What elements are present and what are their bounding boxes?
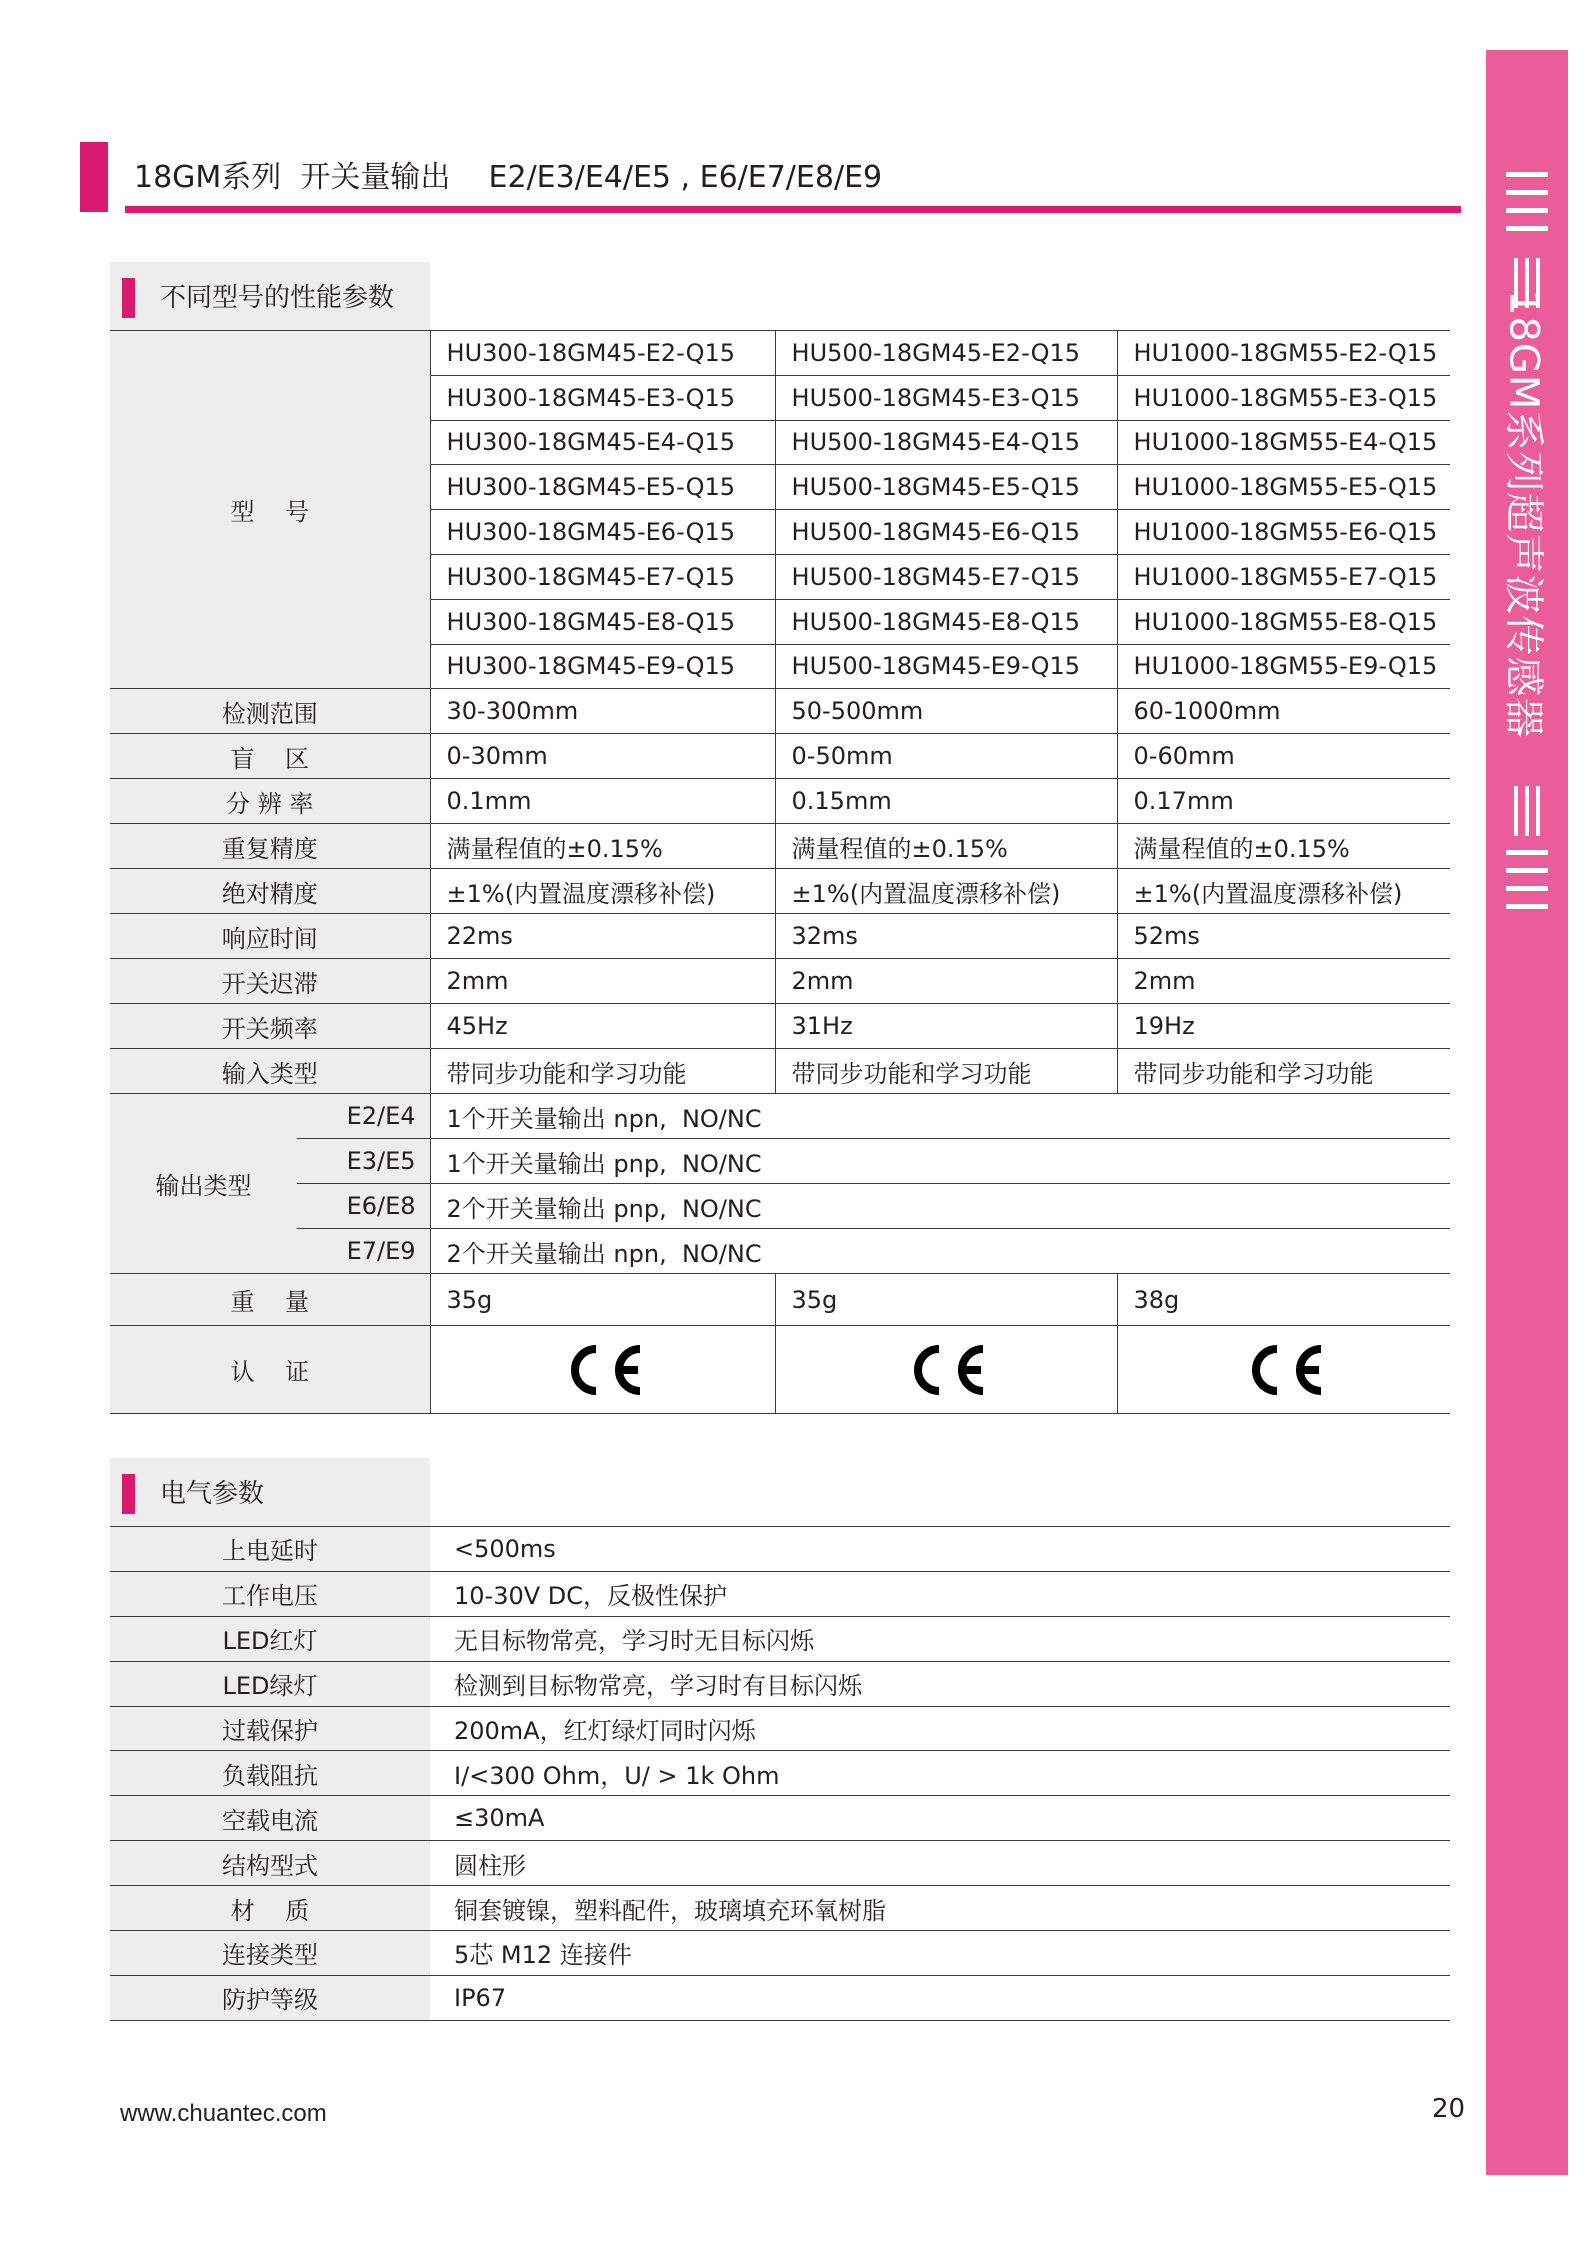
ce-mark-icon: [901, 1339, 991, 1401]
value-cell: 0-50mm: [775, 734, 1117, 779]
value-cell: 2mm: [775, 959, 1117, 1004]
row-label-input-type: 输入类型: [110, 1049, 430, 1094]
value-cell: 带同步功能和学习功能: [1117, 1049, 1450, 1094]
elec-label: LED绿灯: [110, 1661, 430, 1706]
model-cell: HU500-18GM45-E8-Q15: [775, 599, 1117, 644]
model-cell: HU1000-18GM55-E3-Q15: [1117, 375, 1450, 420]
value-cell: ±1%(内置温度漂移补偿): [430, 869, 775, 914]
value-cell: 0-30mm: [430, 734, 775, 779]
row-label-certification: 认 证: [110, 1326, 430, 1414]
model-cell: HU500-18GM45-E6-Q15: [775, 510, 1117, 555]
row-label-repeatability: 重复精度: [110, 824, 430, 869]
elec-label: 工作电压: [110, 1571, 430, 1616]
elec-value: 5芯 M12 连接件: [430, 1931, 1450, 1976]
elec-value: 10-30V DC，反极性保护: [430, 1571, 1450, 1616]
row-label-response-time: 响应时间: [110, 914, 430, 959]
value-cell: 满量程值的±0.15%: [775, 824, 1117, 869]
certification-cell: [1117, 1326, 1450, 1414]
footer-url[interactable]: www.chuantec.com: [120, 2100, 327, 2127]
model-cell: HU300-18GM45-E4-Q15: [430, 420, 775, 465]
performance-table: [110, 330, 1450, 1414]
performance-heading: [110, 262, 430, 330]
elec-label: 材 质: [110, 1886, 430, 1931]
model-cell: HU300-18GM45-E6-Q15: [430, 510, 775, 555]
elec-label: 空载电流: [110, 1796, 430, 1841]
elec-label: 上电延时: [110, 1527, 430, 1572]
performance-heading-text: 不同型号的性能参数: [160, 283, 395, 313]
electrical-heading: [110, 1458, 430, 1526]
row-label-hysteresis: 开关迟滞: [110, 959, 430, 1004]
elec-value: IP67: [430, 1975, 1450, 2020]
ce-mark-icon: [558, 1339, 648, 1401]
value-cell: 带同步功能和学习功能: [775, 1049, 1117, 1094]
output-value: 1个开关量输出 pnp, NO/NC: [430, 1139, 1450, 1184]
row-label-weight: 重 量: [110, 1274, 430, 1326]
output-code: E3/E5: [297, 1139, 430, 1184]
elec-label: 结构型式: [110, 1841, 430, 1886]
value-cell: 满量程值的±0.15%: [1117, 824, 1450, 869]
model-cell: HU500-18GM45-E5-Q15: [775, 465, 1117, 510]
row-label-switch-frequency: 开关频率: [110, 1004, 430, 1049]
model-cell: HU500-18GM45-E3-Q15: [775, 375, 1117, 420]
model-cell: HU300-18GM45-E7-Q15: [430, 554, 775, 599]
elec-value: 铜套镀镍，塑料配件，玻璃填充环氧树脂: [430, 1886, 1450, 1931]
weight-cell: 35g: [775, 1274, 1117, 1326]
elec-label: 过载保护: [110, 1706, 430, 1751]
row-label-resolution: 分 辨 率: [110, 779, 430, 824]
value-cell: 50-500mm: [775, 689, 1117, 734]
value-cell: 满量程值的±0.15%: [430, 824, 775, 869]
output-value: 1个开关量输出 npn, NO/NC: [430, 1094, 1450, 1139]
row-label-detection-range: 检测范围: [110, 689, 430, 734]
value-cell: 30-300mm: [430, 689, 775, 734]
page-number: 20: [1432, 2094, 1466, 2124]
row-label-accuracy: 绝对精度: [110, 869, 430, 914]
elec-value: I/<300 Ohm，U/ > 1k Ohm: [430, 1751, 1450, 1796]
model-cell: HU1000-18GM55-E7-Q15: [1117, 554, 1450, 599]
model-cell: HU1000-18GM55-E9-Q15: [1117, 644, 1450, 689]
model-label: 型 号: [110, 331, 430, 689]
side-band-title: 18GM系列超声波传感器: [1500, 290, 1547, 739]
value-cell: 带同步功能和学习功能: [430, 1049, 775, 1094]
elec-label: LED红灯: [110, 1616, 430, 1661]
certification-cell: [775, 1326, 1117, 1414]
value-cell: ±1%(内置温度漂移补偿): [775, 869, 1117, 914]
electrical-table: [110, 1526, 1450, 2021]
model-cell: HU300-18GM45-E8-Q15: [430, 599, 775, 644]
row-label-output-type: 输出类型: [110, 1094, 297, 1274]
elec-value: 圆柱形: [430, 1841, 1450, 1886]
model-cell: HU1000-18GM55-E5-Q15: [1117, 465, 1450, 510]
page-title: 18GM系列 开关量输出 E2/E3/E4/E5 , E6/E7/E8/E9: [134, 160, 883, 195]
value-cell: ±1%(内置温度漂移补偿): [1117, 869, 1450, 914]
value-cell: 2mm: [1117, 959, 1450, 1004]
elec-label: 连接类型: [110, 1931, 430, 1976]
value-cell: 19Hz: [1117, 1004, 1450, 1049]
model-cell: HU1000-18GM55-E2-Q15: [1117, 331, 1450, 376]
weight-cell: 38g: [1117, 1274, 1450, 1326]
certification-cell: [430, 1326, 775, 1414]
output-code: E7/E9: [297, 1229, 430, 1274]
model-cell: HU500-18GM45-E9-Q15: [775, 644, 1117, 689]
value-cell: 45Hz: [430, 1004, 775, 1049]
elec-value: 200mA，红灯绿灯同时闪烁: [430, 1706, 1450, 1751]
elec-value: <500ms: [430, 1527, 1450, 1572]
output-value: 2个开关量输出 npn, NO/NC: [430, 1229, 1450, 1274]
side-band: [1486, 50, 1568, 2175]
value-cell: 2mm: [430, 959, 775, 1004]
band-stripes-top: [1506, 172, 1548, 244]
band-pipe-bottom: [1514, 786, 1540, 836]
value-cell: 0.1mm: [430, 779, 775, 824]
header-accent-bar: [80, 142, 108, 212]
output-code: E6/E8: [297, 1184, 430, 1229]
value-cell: 31Hz: [775, 1004, 1117, 1049]
ce-mark-icon: [1239, 1339, 1329, 1401]
heading-accent-bar: [122, 1474, 135, 1514]
weight-cell: 35g: [430, 1274, 775, 1326]
value-cell: 0.15mm: [775, 779, 1117, 824]
value-cell: 0-60mm: [1117, 734, 1450, 779]
model-cell: HU300-18GM45-E5-Q15: [430, 465, 775, 510]
value-cell: 52ms: [1117, 914, 1450, 959]
elec-value: 检测到目标物常亮，学习时有目标闪烁: [430, 1661, 1450, 1706]
row-label-blind-zone: 盲 区: [110, 734, 430, 779]
model-cell: HU500-18GM45-E4-Q15: [775, 420, 1117, 465]
value-cell: 60-1000mm: [1117, 689, 1450, 734]
model-cell: HU300-18GM45-E2-Q15: [430, 331, 775, 376]
output-value: 2个开关量输出 pnp, NO/NC: [430, 1184, 1450, 1229]
output-code: E2/E4: [297, 1094, 430, 1139]
model-cell: HU500-18GM45-E2-Q15: [775, 331, 1117, 376]
model-cell: HU1000-18GM55-E8-Q15: [1117, 599, 1450, 644]
elec-value: ≤30mA: [430, 1796, 1450, 1841]
model-cell: HU1000-18GM55-E4-Q15: [1117, 420, 1450, 465]
band-stripes-bottom: [1506, 850, 1548, 922]
model-cell: HU300-18GM45-E3-Q15: [430, 375, 775, 420]
elec-label: 负载阻抗: [110, 1751, 430, 1796]
value-cell: 32ms: [775, 914, 1117, 959]
elec-label: 防护等级: [110, 1975, 430, 2020]
model-cell: HU500-18GM45-E7-Q15: [775, 554, 1117, 599]
model-cell: HU300-18GM45-E9-Q15: [430, 644, 775, 689]
electrical-heading-text: 电气参数: [160, 1479, 265, 1509]
elec-value: 无目标物常亮，学习时无目标闪烁: [430, 1616, 1450, 1661]
model-cell: HU1000-18GM55-E6-Q15: [1117, 510, 1450, 555]
value-cell: 0.17mm: [1117, 779, 1450, 824]
header-underline: [125, 206, 1461, 213]
heading-accent-bar: [122, 278, 135, 318]
value-cell: 22ms: [430, 914, 775, 959]
